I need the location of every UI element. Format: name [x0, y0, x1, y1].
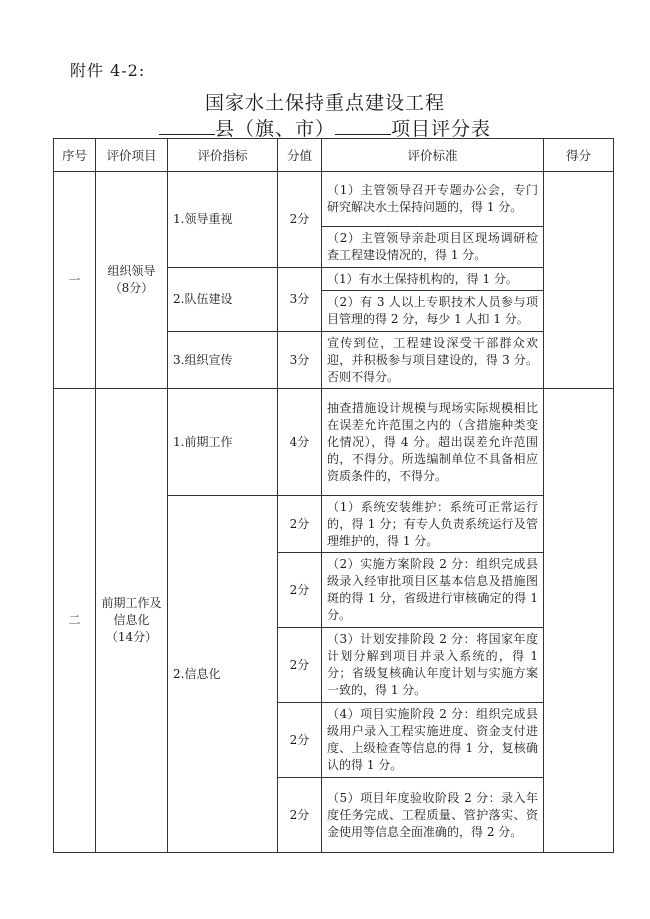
indicator-score: 2分: [278, 172, 322, 268]
header-score: 分值: [278, 139, 322, 172]
county-name-blank: [159, 116, 215, 135]
indicator-score: 3分: [278, 268, 322, 332]
header-result: 得分: [544, 139, 614, 172]
document-subtitle: [0, 114, 650, 141]
project-label: 项目评分表: [391, 118, 492, 140]
indicator-name: 3.组织宣传: [168, 332, 278, 389]
group-number: 二: [54, 389, 96, 853]
criteria-cell: （1）主管领导召开专题办公会，专门研究解决水土保持问题的，得 1 分。: [322, 172, 544, 227]
indicator-score: 2分: [278, 628, 322, 703]
group-item: 前期工作及信息化（14分）: [96, 389, 168, 853]
indicator-score: 3分: [278, 332, 322, 389]
indicator-score: 2分: [278, 778, 322, 853]
criteria-cell: （4）项目实施阶段 2 分：组织完成县级用户录入工程实施进度、资金支付进度、上级检查等信息的得 1 分，复核确认的得 1 分。: [322, 703, 544, 778]
indicator-score: 2分: [278, 496, 322, 553]
county-label: 县（旗、市）: [214, 118, 335, 140]
criteria-cell: （3）计划安排阶段 2 分：将国家年度计划分解到项目并录入系统的，得 1 分；省级复核确认年度计划与实施方案一致的，得 1 分。: [322, 628, 544, 703]
indicator-name: 1.前期工作: [168, 389, 278, 496]
criteria-cell: 抽查措施设计规模与现场实际规模相比在误差允许范围之内的（含措施种类变化情况），得 4 分。超出误差允许范围的，不得分。所选编制单位不具备相应资质条件的，不得分。: [322, 389, 544, 496]
criteria-cell: （5）项目年度验收阶段 2 分：录入年度任务完成、工程质量、管护落实、资金使用等信息全面准确的，得 2 分。: [322, 778, 544, 853]
table-header-row: [54, 139, 614, 172]
indicator-name: 1.领导重视: [168, 172, 278, 268]
header-criteria: 评价标准: [322, 139, 544, 172]
document-title: 国家水土保持重点建设工程: [204, 92, 445, 114]
criteria-cell: （2）实施方案阶段 2 分：组织完成县级录入经审批项目区基本信息及措施图斑的得 1 分，省级进行审核确定的得 1 分。: [322, 553, 544, 628]
indicator-score: 2分: [278, 703, 322, 778]
indicator-name: 2.信息化: [168, 496, 278, 853]
attachment-label: 附件 4-2:: [70, 61, 146, 80]
header-no: 序号: [54, 139, 96, 172]
group-item: 组织领导（8分）: [96, 172, 168, 389]
indicator-score: 4分: [278, 389, 322, 496]
criteria-cell: （1）系统安装维护：系统可正常运行的，得 1 分；有专人负责系统运行及管理维护的，得 1 分。: [322, 496, 544, 553]
table-row: [54, 389, 614, 496]
project-name-blank: [335, 116, 391, 135]
criteria-cell: （1）有水土保持机构的，得 1 分。: [322, 268, 544, 291]
table-row: [54, 172, 614, 227]
group-number: 一: [54, 172, 96, 389]
criteria-cell: （2）主管领导亲赴项目区现场调研检查工程建设情况的，得 1 分。: [322, 227, 544, 268]
indicator-score: 2分: [278, 553, 322, 628]
result-cell[interactable]: [544, 172, 614, 389]
criteria-cell: 宣传到位，工程建设深受干部群众欢迎，并积极参与项目建设的，得 3 分。否则不得分。: [322, 332, 544, 389]
header-indicator: 评价指标: [168, 139, 278, 172]
criteria-cell: （2）有 3 人以上专职技术人员参与项目管理的得 2 分，每少 1 人扣 1 分。: [322, 291, 544, 332]
indicator-name: 2.队伍建设: [168, 268, 278, 332]
header-item: 评价项目: [96, 139, 168, 172]
result-cell[interactable]: [544, 389, 614, 853]
score-table: [53, 138, 614, 853]
